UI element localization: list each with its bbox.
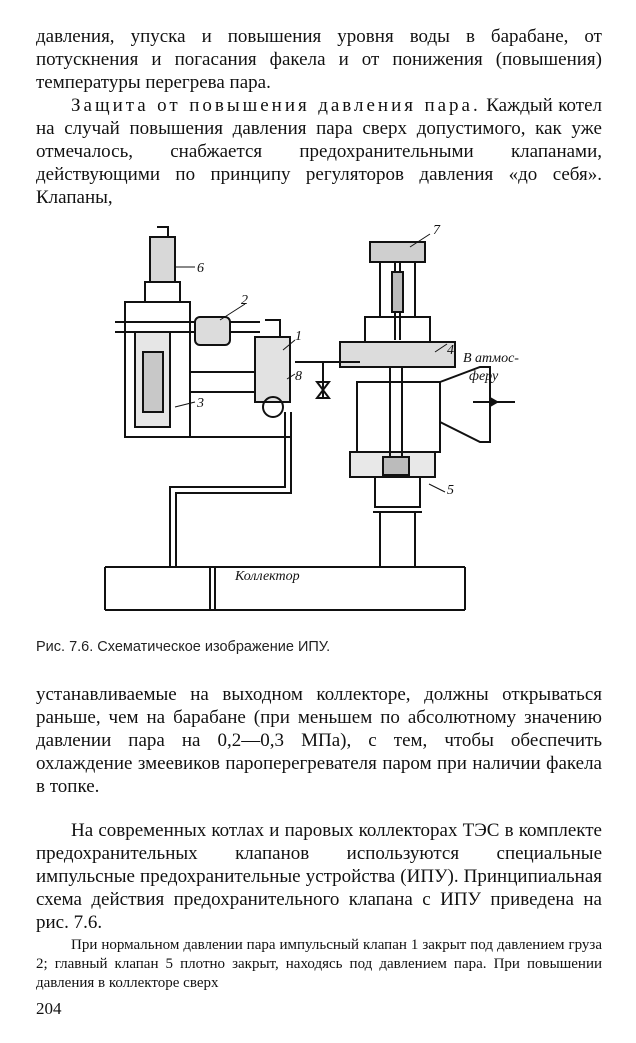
label-8: 8	[295, 369, 302, 384]
paragraph-4	[36, 819, 602, 934]
paragraph-5-small	[36, 936, 602, 993]
figure-caption: Рис. 7.6. Схематическое изображение ИПУ.	[36, 639, 331, 655]
label-4: 4	[447, 343, 454, 358]
paragraph-3-text: устанавливаемые на выходном коллекторе, должны открываться раньше, чем на барабане (при меньшем по абсолютному значению давлении пара на 0,2—0,3 МПа), с тем, чтобы обеспечить охлаждение змеевиков пароперегревателя паром при наличии факела в топке.	[36, 684, 602, 797]
paragraph-3	[36, 683, 602, 798]
label-6: 6	[197, 261, 204, 276]
section-heading: Защита от повышения давления пара.	[71, 95, 481, 116]
label-5: 5	[447, 483, 454, 498]
paragraph-5-text: При нормальном давлении пара импульсный клапан 1 закрыт под давлением груза 2; главный клапан 5 плотно закрыт, находясь под давлением пара. При повышении давления в коллекторе сверх	[36, 937, 602, 991]
collector-label: Коллектор	[235, 569, 300, 584]
label-1: 1	[295, 329, 302, 344]
page-number: 204	[36, 999, 62, 1018]
paragraph-4-text: На современных котлах и паровых коллекторах ТЭС в комплекте предохранительных клапанов используются специальные импульсные предохранительные устройства (ИПУ). Принципиальная схема действия предохранительного клапана с ИПУ приведена на рис. 7.6.	[36, 820, 602, 933]
paragraph-2	[36, 94, 602, 209]
label-2: 2	[241, 293, 248, 308]
paragraph-1	[36, 25, 602, 94]
ipu-schematic-figure	[95, 222, 519, 622]
label-3: 3	[197, 396, 204, 411]
atmosphere-label-line1: В атмос-	[463, 351, 519, 366]
atmosphere-label-line2: феру	[469, 369, 499, 384]
paragraph-1-text: давления, упуска и повышения уровня воды в барабане, от потускнения и погасания факела и от понижения (повышения) температуры перегрева пара.	[36, 26, 602, 93]
paragraph-2-text: Каждый котел на случай повышения давления пара сверх допустимого, как уже отмечалось, снабжается предохранительными клапанами, действующими по принципу регуляторов давления «до себя». Клапаны,	[36, 95, 602, 208]
label-7: 7	[433, 223, 440, 238]
